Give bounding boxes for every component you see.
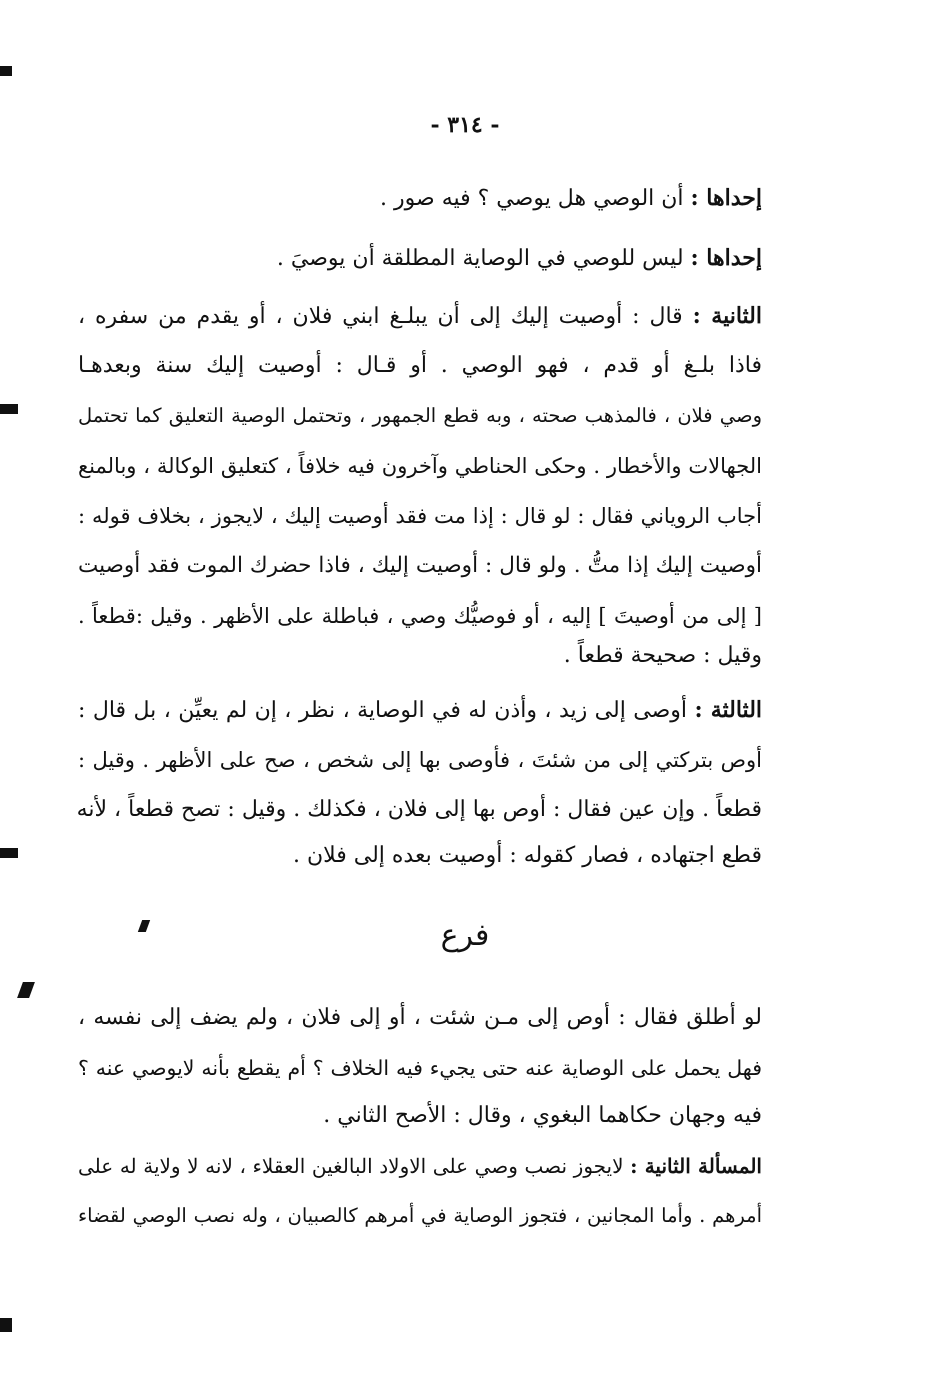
text-line [78,836,762,876]
scan-mark [0,848,18,858]
line-text: أجاب الروياني فقال : لو قال : إذا مت فقد أوصيت إليك ، لايجوز ، بخلاف قوله : [78,504,762,528]
entry-label: إحداها : [690,245,762,271]
line-text: وصي فلان ، فالمذهب صحته ، وبه قطع الجمهور ، وتحتمل الوصية التعليق كما تحتمل [78,404,762,427]
text-line [78,790,762,830]
line-text: أمرهم . وأما المجانين ، فتجوز الوصاية في أمرهم كالصبيان ، وله نصب الوصي لقضاء [78,1204,762,1227]
entry-label: الثالثة : [694,697,763,723]
section-heading: فرع [440,918,490,953]
text-line [78,446,762,486]
line-text: ليس للوصي في الوصاية المطلقة أن يوصيَ . [276,246,691,271]
text-line [78,1196,762,1236]
line-text: [ إلى من أوصيتَ ] إليه ، أو فوصيُّك وصي ، فباطلة على الأظهر . وقيل :قطعاً . [78,604,762,628]
scan-mark [0,404,18,414]
text-line [78,690,762,731]
entry-label: المسألة الثانية : [630,1154,762,1178]
line-text: قطع اجتهاده ، فصار كقوله : أوصيت بعده إلى فلان . [292,843,762,868]
text-line [78,998,762,1038]
entry-label: الثانية : [692,303,762,329]
line-text: لو أطلق فقال : أوص إلى مـن شئت ، أو إلى فلان ، ولم يضف إلى نفسه ، [78,1005,762,1030]
scan-mark [0,1318,12,1332]
text-line [78,596,762,636]
text-line [78,1146,762,1186]
line-text: فيه وجهان حكاهما البغوي ، وقال : الأصح الثاني . [323,1103,762,1128]
scan-mark [0,66,12,76]
line-text: الجهالات والأخطار . وحكى الحناطي وآخرون فيه خلافاً ، كتعليق الوكالة ، وبالمنع [78,454,762,478]
text-line [78,546,762,586]
scan-mark [17,982,35,998]
text-line [78,396,762,436]
text-line [78,178,762,219]
line-text: فهل يحمل على الوصاية عنه حتى يجيء فيه الخلاف ؟ أم يقطع بأنه لايوصي عنه ؟ [78,1056,762,1080]
line-text: قال : أوصيت إليك إلى أن يبلـغ ابني فلان ، أو يقدم من سفره ، [78,304,693,329]
text-line [78,496,762,536]
text-line [78,636,762,676]
text-line [78,1048,762,1088]
text-line [78,296,762,337]
text-line [78,238,762,279]
line-text: وقيل : صحيحة قطعاً . [563,643,762,668]
page-number: - ٣١٤ - [430,112,500,138]
text-line [78,1096,762,1136]
line-text: أن الوصي هل يوصي ؟ فيه صور . [380,186,691,211]
line-text: قطعاً . وإن عين فقال : أوص بها إلى فلان ، فكذلك . وقيل : تصح قطعاً ، لأنه [76,797,762,822]
line-text: أوصى إلى زيد ، وأذن له في الوصاية ، نظر ، إن لم يعيِّن ، بل قال : [78,698,695,723]
line-text: أوص بتركتي إلى من شئتَ ، فأوصى بها إلى شخص ، صح على الأظهر . وقيل : [78,748,762,772]
line-text: أوصيت إليك إذا متُّ . ولو قال : أوصيت إليك ، فاذا حضرك الموت فقد أوصيت [78,553,762,578]
text-line [78,740,762,780]
text-line [78,346,762,386]
line-text: لايجوز نصب وصي على الاولاد البالغين العقلاء ، لانه لا ولاية له على [78,1154,631,1178]
entry-label: إحداها : [690,185,762,211]
line-text: فاذا بلـغ أو قدم ، فهو الوصي . أو قـال : أوصيت إليك سنة وبعدهـا [78,353,762,378]
